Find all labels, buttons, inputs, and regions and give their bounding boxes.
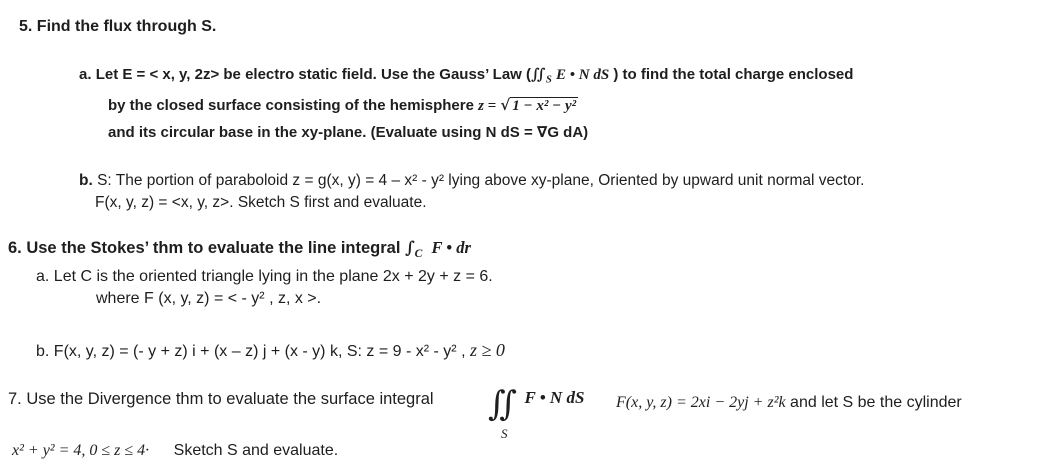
q6-title-text: 6. Use the Stokes’ thm to evaluate the line integral bbox=[8, 239, 406, 257]
double-integral-icon: ∬ bbox=[531, 65, 547, 83]
q5a-line2-text: by the closed surface consisting of the hemisphere bbox=[108, 97, 479, 114]
q5a-z-eq: z = bbox=[478, 98, 497, 114]
q5a-line1 bbox=[79, 66, 853, 87]
q5a-int-sub: S bbox=[546, 74, 552, 86]
q7-field: F(x, y, z) = 2xi − 2yj + z²k bbox=[616, 394, 786, 411]
q5a-int-body: E • N dS bbox=[556, 67, 610, 83]
q5a-line2 bbox=[108, 97, 578, 115]
q7-instruction: Sketch S and evaluate. bbox=[173, 442, 339, 459]
q7-post: and let S be the cylinder bbox=[790, 394, 962, 411]
q5a-line3: and its circular base in the xy-plane. (Evaluate using N dS = ∇G dA) bbox=[108, 124, 589, 141]
q6-int-sub: C bbox=[414, 248, 423, 261]
q7-cylinder: x² + y² = 4, 0 ≤ z ≤ 4· bbox=[12, 442, 150, 459]
line-integral-icon: ∫ bbox=[405, 238, 415, 257]
q5a-radicand: 1 − x² − y² bbox=[512, 98, 577, 114]
q6b-condition: z ≥ 0 bbox=[469, 340, 505, 360]
q7-int-sub: S bbox=[501, 426, 508, 441]
q7-integral: ∬ S F • N dS bbox=[488, 384, 585, 441]
sqrt-icon: √ 1 − x² − y² bbox=[500, 96, 577, 114]
q7-line2 bbox=[12, 442, 338, 460]
q6-title bbox=[8, 239, 471, 261]
q6-int-body: F • dr bbox=[431, 238, 471, 257]
q6a-line2: where F (x, y, z) = < - y² , z, x >. bbox=[96, 290, 322, 307]
q5b-label: b. bbox=[79, 172, 93, 189]
q5b-line2: F(x, y, z) = <x, y, z>. Sketch S first and evaluate. bbox=[95, 194, 427, 211]
q6b-line bbox=[36, 340, 505, 361]
q5a-text-pre: Let E = < x, y, 2z> be electro static field. Use the Gauss’ Law ( bbox=[95, 66, 531, 83]
q5-title: 5. Find the flux through S. bbox=[19, 18, 217, 35]
q5a-text-post: ) to find the total charge enclosed bbox=[613, 66, 854, 83]
q6b-text: b. F(x, y, z) = (- y + z) i + (x – z) j + (x - y) k, S: z = 9 - x² - y² , bbox=[36, 343, 466, 360]
q7-text: 7. Use the Divergence thm to evaluate the surface integral bbox=[8, 390, 434, 408]
q5b-text1: S: The portion of paraboloid z = g(x, y) = 4 – x² - y² lying above xy-plane, Oriented by upward unit normal vector. bbox=[97, 172, 865, 189]
q5b-line1 bbox=[79, 172, 864, 190]
q5a-label: a. bbox=[79, 66, 92, 83]
q7-int-body: F • N dS bbox=[524, 388, 585, 407]
q7-field-line bbox=[616, 394, 962, 412]
q6a-line1: a. Let C is the oriented triangle lying in the plane 2x + 2y + z = 6. bbox=[36, 268, 493, 285]
